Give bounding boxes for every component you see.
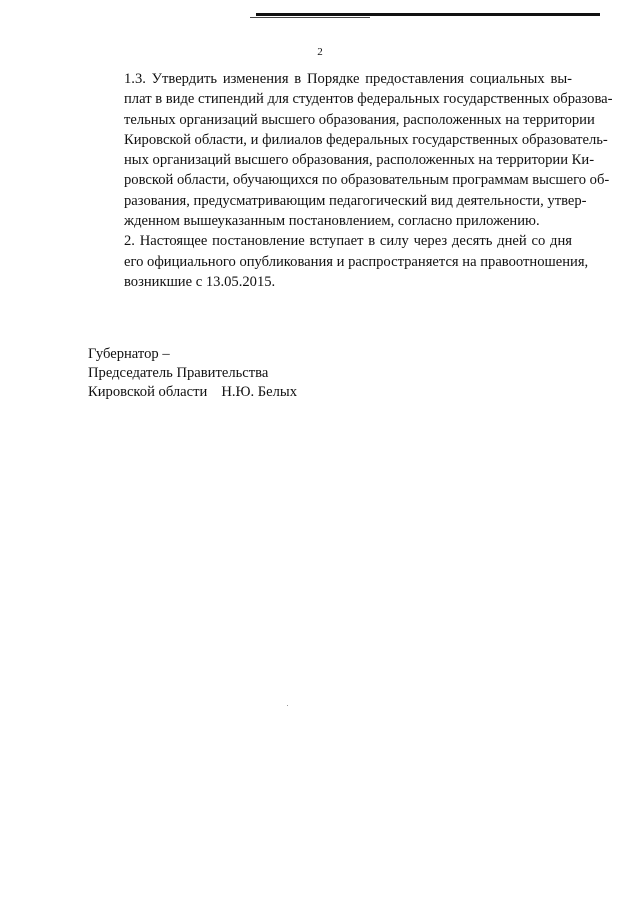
document-body bbox=[86, 69, 613, 292]
signatory-position-line-2: Председатель Правительства bbox=[88, 365, 269, 381]
signatory-position-line-3 bbox=[88, 383, 388, 402]
text-line: 2. Настоящее постановление вступает в силу через десять дней со дня bbox=[124, 233, 572, 250]
scan-artifact-line-thin bbox=[250, 17, 370, 18]
scan-artifact-line bbox=[256, 13, 600, 16]
paragraph-2 bbox=[86, 231, 589, 292]
text-line: жденном вышеуказанным постановлением, согласно приложению. bbox=[124, 213, 540, 230]
paragraph-1-3 bbox=[86, 69, 613, 231]
signature-block bbox=[88, 345, 388, 402]
text-line: его официального опубликования и распространяется на правоотношения, bbox=[124, 253, 589, 270]
text-line: Кировской области, и филиалов федеральных государственных образователь- bbox=[124, 131, 608, 148]
text-line: ровской области, обучающихся по образовательным программам высшего об- bbox=[124, 172, 610, 189]
text-line: разования, предусматривающим педагогический вид деятельности, утвер- bbox=[124, 192, 587, 209]
page-number: 2 bbox=[317, 46, 323, 58]
signatory-name: Н.Ю. Белых bbox=[221, 384, 298, 400]
signatory-position-line-1: Губернатор – bbox=[88, 346, 170, 362]
scan-speck bbox=[287, 705, 288, 706]
text-line: плат в виде стипендий для студентов федеральных государственных образова- bbox=[124, 91, 613, 108]
text-line: ных организаций высшего образования, расположенных на территории Ки- bbox=[124, 152, 595, 169]
signatory-region: Кировской области bbox=[88, 384, 208, 400]
text-line: 1.3. Утвердить изменения в Порядке предоставления социальных вы- bbox=[124, 71, 572, 87]
text-line: тельных организаций высшего образования, расположенных на территории bbox=[124, 111, 595, 128]
text-line: возникшие с 13.05.2015. bbox=[124, 273, 276, 290]
